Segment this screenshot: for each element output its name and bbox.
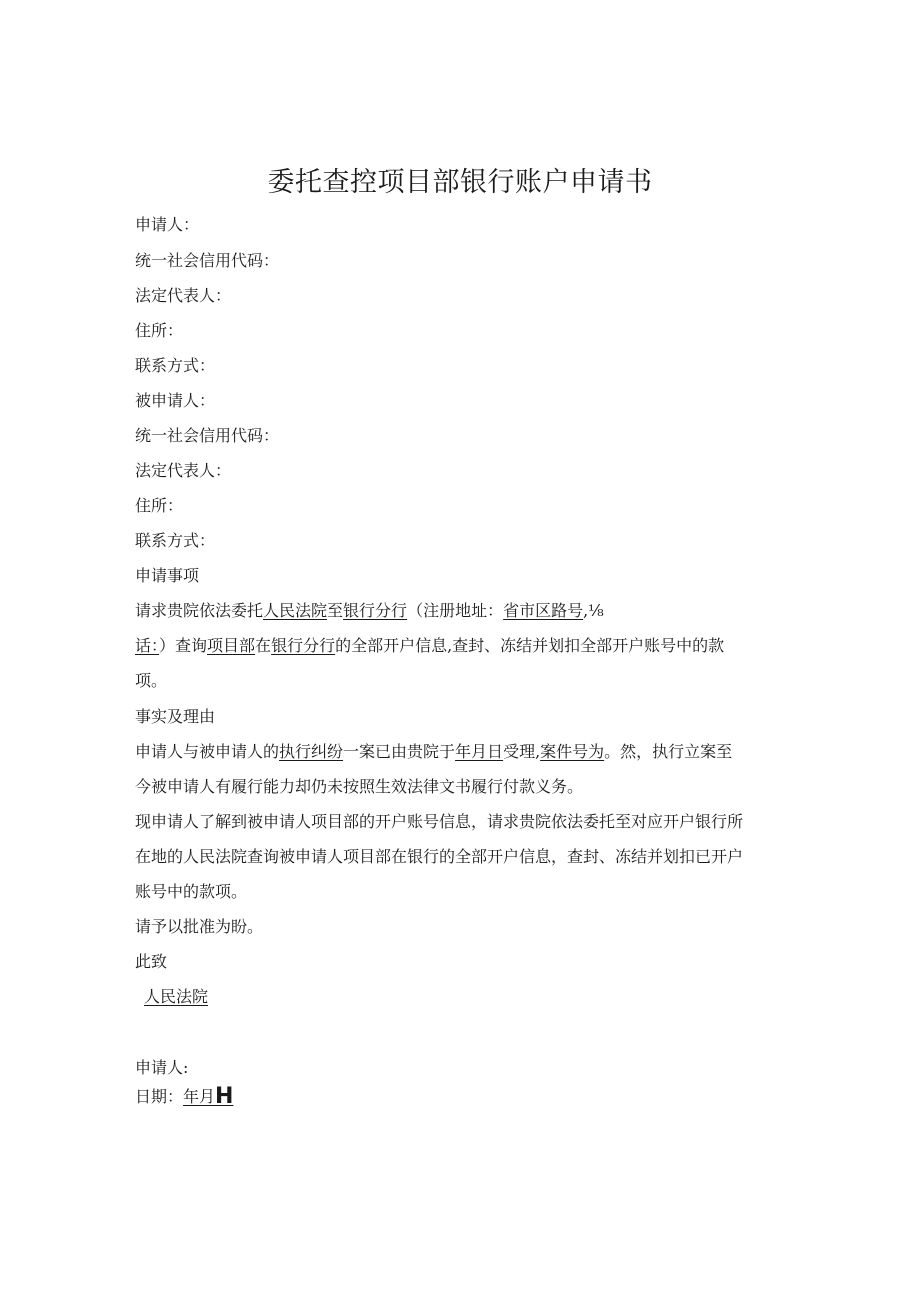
request-line-1 — [135, 600, 604, 622]
request-line-3: 项。 — [135, 671, 168, 690]
facts-text: 一案已由贵院于 — [343, 742, 456, 761]
phone-blank: 话： — [135, 636, 160, 655]
request-heading: 申请事项 — [135, 566, 200, 585]
request-line-2 — [135, 635, 724, 657]
respondent-address-label: 住所： — [135, 496, 184, 515]
respondent-contact-label: 联系方式： — [135, 531, 216, 550]
facts-line-5: 账号中的款项。 — [135, 882, 248, 901]
request-text: 的全部开户信息,查封、冻结并划扣全部开户账号中的款 — [335, 636, 725, 655]
request-text: 至 — [327, 601, 344, 620]
applicant-address-label: 住所： — [135, 321, 184, 340]
request-text: 在 — [255, 636, 272, 655]
request-text: ）查询 — [159, 636, 208, 655]
request-text: 请求贵院依法委托 — [135, 601, 264, 620]
document-title: 委托查控项目部银行账户申请书 — [267, 167, 653, 198]
applicant-name-label: 申请人： — [135, 215, 200, 234]
request-text: ,⅛ — [583, 601, 604, 620]
facts-line-4: 在地的人民法院查询被申请人项目部在银行的全部开户信息，查封、冻结并划扣已开户 — [135, 847, 744, 866]
facts-line-3: 现申请人了解到被申请人项目部的开户账号信息，请求贵院依法委托至对应开户银行所 — [135, 812, 744, 831]
court-blank: 人民法院 — [263, 601, 328, 620]
signer-label: 申请人: — [135, 1058, 189, 1077]
facts-text: 申请人与被申请人的 — [135, 742, 280, 761]
date-label: 日期： — [135, 1087, 184, 1106]
date-line — [135, 1085, 233, 1108]
project-blank: 项目部 — [207, 636, 256, 655]
addressee-court: 人民法院 — [144, 987, 209, 1006]
applicant-credit-code-label: 统一社会信用代码： — [135, 251, 280, 270]
facts-line-6: 请予以批准为盼。 — [135, 917, 264, 936]
date-day-glyph: H — [215, 1084, 234, 1109]
facts-line-1 — [135, 741, 732, 763]
request-text: （注册地址： — [407, 601, 504, 620]
respondent-legal-rep-label: 法定代表人： — [135, 461, 232, 480]
respondent-name-label: 被申请人： — [135, 391, 216, 410]
salutation: 此致 — [135, 952, 168, 971]
facts-heading: 事实及理由 — [135, 707, 216, 726]
applicant-contact-label: 联系方式： — [135, 356, 216, 375]
facts-text: 受理, — [503, 742, 541, 761]
facts-text: 。然，执行立案至 — [604, 742, 733, 761]
address-blank: 省市区路号 — [503, 601, 584, 620]
date-value — [183, 1084, 234, 1109]
applicant-legal-rep-label: 法定代表人： — [135, 286, 232, 305]
dispute-blank: 执行纠纷 — [279, 742, 344, 761]
bank-blank: 银行分行 — [343, 601, 408, 620]
bank-blank: 银行分行 — [271, 636, 336, 655]
respondent-credit-code-label: 统一社会信用代码： — [135, 426, 280, 445]
case-number-blank: 案件号为 — [540, 742, 605, 761]
facts-line-2: 今被申请人有履行能力却仍未按照生效法律文书履行付款义务。 — [135, 777, 584, 796]
date-value-text: 年月 — [183, 1087, 216, 1106]
date-blank: 年月日 — [455, 742, 504, 761]
